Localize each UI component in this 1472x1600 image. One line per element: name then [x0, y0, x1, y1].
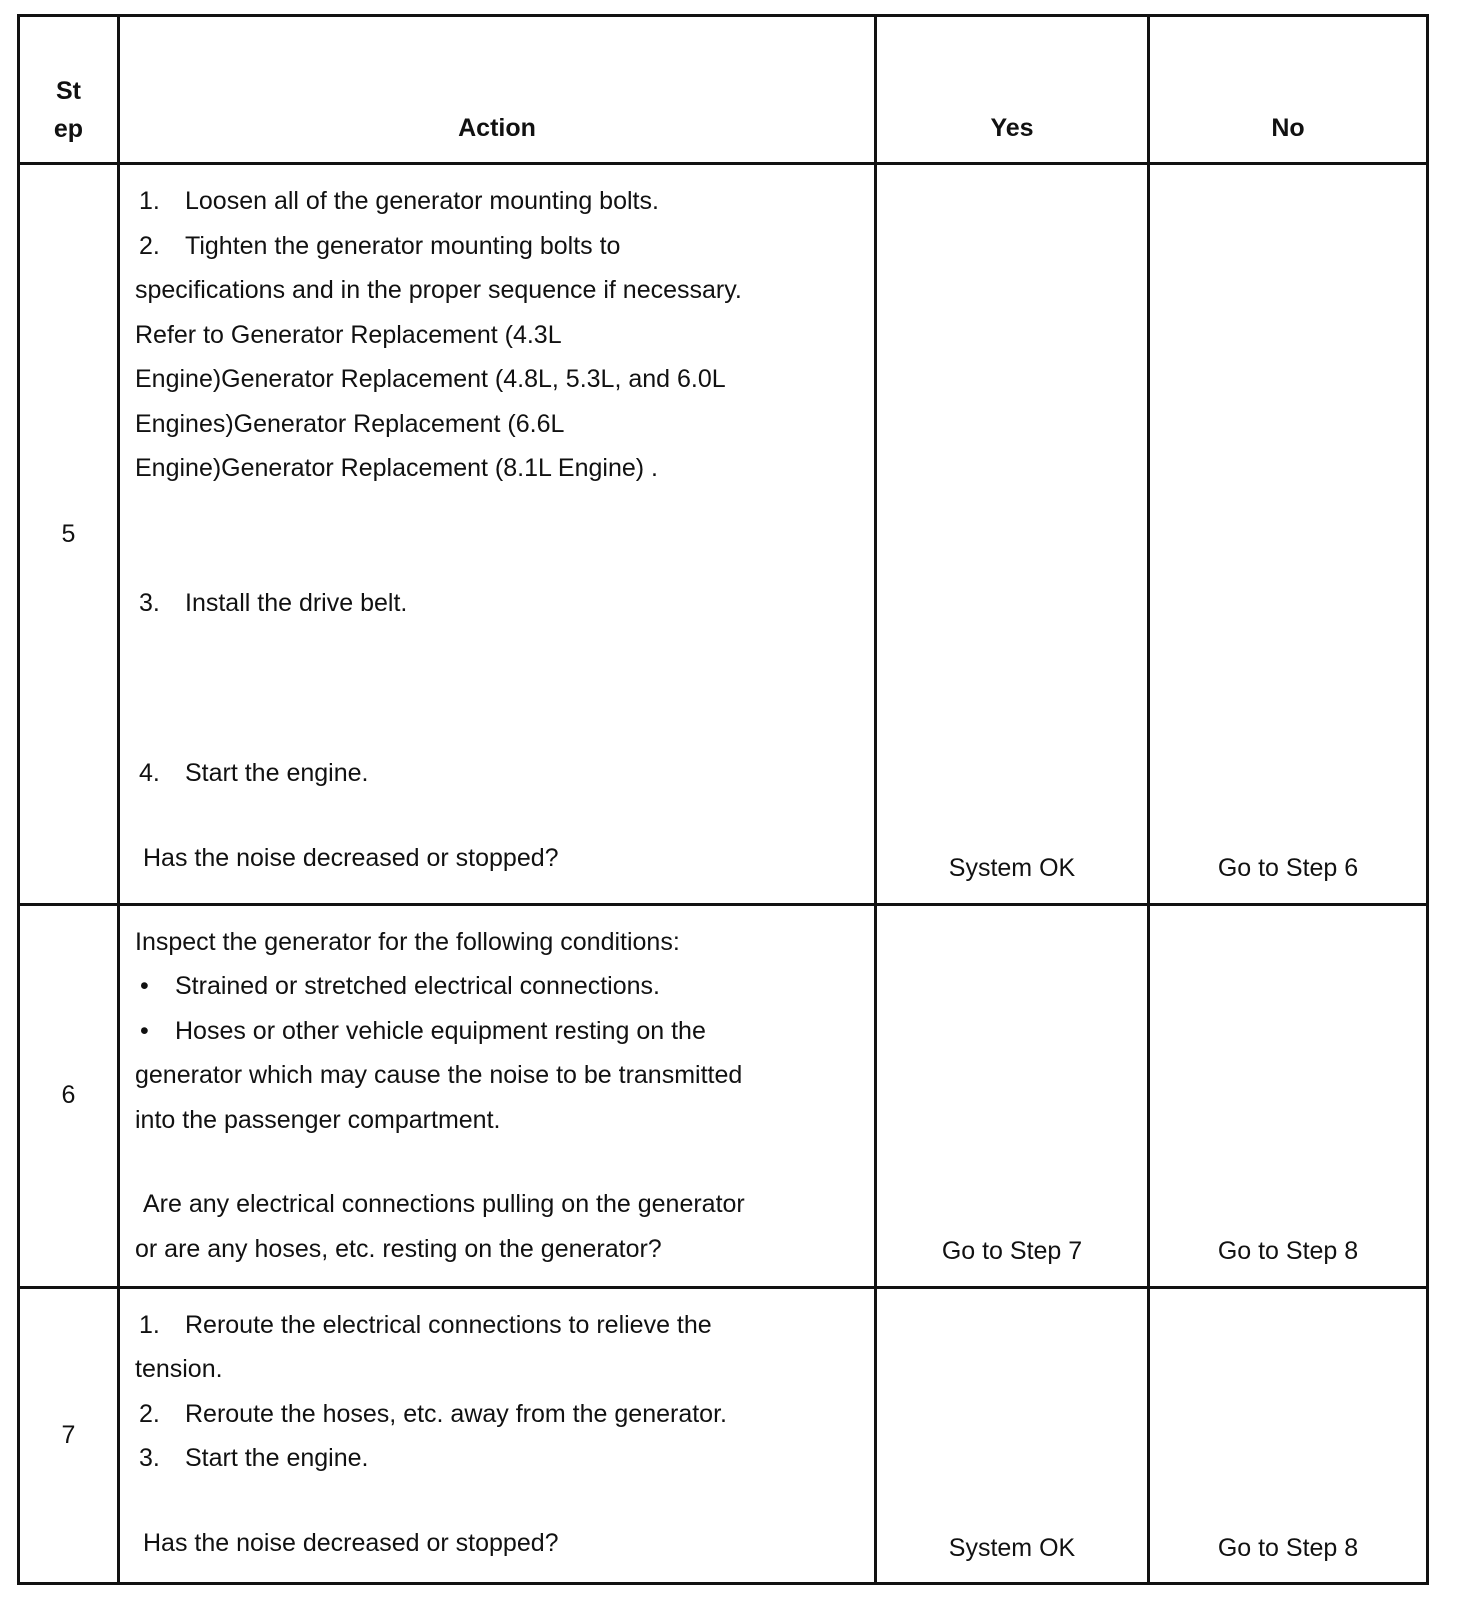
text-line: Engines)Generator Replacement (6.6L — [135, 409, 565, 438]
action-cell — [119, 164, 876, 905]
action-cell — [119, 1287, 876, 1583]
item-text: Tighten the generator mounting bolts to — [185, 231, 621, 260]
item-text: Reroute the hoses, etc. away from the generator. — [185, 1399, 727, 1428]
item-number: 1. — [139, 187, 160, 216]
yes-result: System OK — [876, 1287, 1149, 1583]
table-row-step-7 — [19, 1287, 1428, 1583]
list-item — [135, 1436, 864, 1481]
no-result: Go to Step 8 — [1149, 904, 1428, 1287]
header-no: No — [1149, 16, 1428, 164]
question-text: Has the noise decreased or stopped? — [143, 1528, 559, 1557]
item-number: 2. — [139, 1399, 160, 1428]
text-line: Inspect the generator for the following conditions: — [135, 927, 680, 956]
text-line: generator which may cause the noise to be transmitted — [135, 1061, 743, 1090]
no-result: Go to Step 8 — [1149, 1287, 1428, 1583]
list-item — [135, 1303, 864, 1348]
list-item — [135, 179, 864, 224]
header-step-line2: ep — [53, 115, 84, 144]
header-action: Action — [119, 16, 876, 164]
bullet-item — [135, 964, 864, 1009]
list-item — [135, 224, 864, 269]
table-row-step-6 — [19, 904, 1428, 1287]
text-line: Engine)Generator Replacement (8.1L Engine) . — [135, 454, 658, 483]
list-item — [135, 751, 864, 796]
bullet-text: Hoses or other vehicle equipment resting on the — [175, 1016, 706, 1045]
step-number: 6 — [19, 904, 119, 1287]
bullet-item — [135, 1009, 864, 1054]
diagnostic-table — [17, 14, 1429, 1585]
bullet-text: Strained or stretched electrical connections. — [175, 972, 660, 1001]
table-row-step-5 — [19, 164, 1428, 905]
item-number: 4. — [139, 759, 160, 788]
text-line: Refer to Generator Replacement (4.3L — [135, 320, 562, 349]
item-number: 1. — [139, 1310, 160, 1339]
item-number: 2. — [139, 231, 160, 260]
list-item — [135, 1392, 864, 1437]
text-line: tension. — [135, 1355, 223, 1384]
item-number: 3. — [139, 1444, 160, 1473]
question-text: Has the noise decreased or stopped? — [143, 843, 559, 872]
item-text: Install the drive belt. — [185, 588, 408, 617]
yes-result: System OK — [876, 164, 1149, 905]
bullet-icon: • — [140, 972, 149, 1001]
action-cell — [119, 904, 876, 1287]
step-number: 5 — [19, 164, 119, 905]
header-step — [19, 16, 119, 164]
item-text: Start the engine. — [185, 1444, 369, 1473]
text-line: specifications and in the proper sequence if necessary. — [135, 276, 742, 305]
header-yes: Yes — [876, 16, 1149, 164]
step-number: 7 — [19, 1287, 119, 1583]
bullet-icon: • — [140, 1016, 149, 1045]
header-step-line1: St — [56, 77, 81, 106]
no-result: Go to Step 6 — [1149, 164, 1428, 905]
text-line: into the passenger compartment. — [135, 1105, 501, 1134]
list-item — [135, 581, 864, 626]
question-text: Are any electrical connections pulling on the generator — [143, 1190, 745, 1219]
item-number: 3. — [139, 588, 160, 617]
item-text: Loosen all of the generator mounting bolts. — [185, 187, 659, 216]
question-text: or are any hoses, etc. resting on the generator? — [135, 1234, 662, 1263]
yes-result: Go to Step 7 — [876, 904, 1149, 1287]
item-text: Start the engine. — [185, 759, 369, 788]
item-text: Reroute the electrical connections to relieve the — [185, 1310, 712, 1339]
header-row — [19, 16, 1428, 164]
text-line: Engine)Generator Replacement (4.8L, 5.3L, and 6.0L — [135, 365, 726, 394]
